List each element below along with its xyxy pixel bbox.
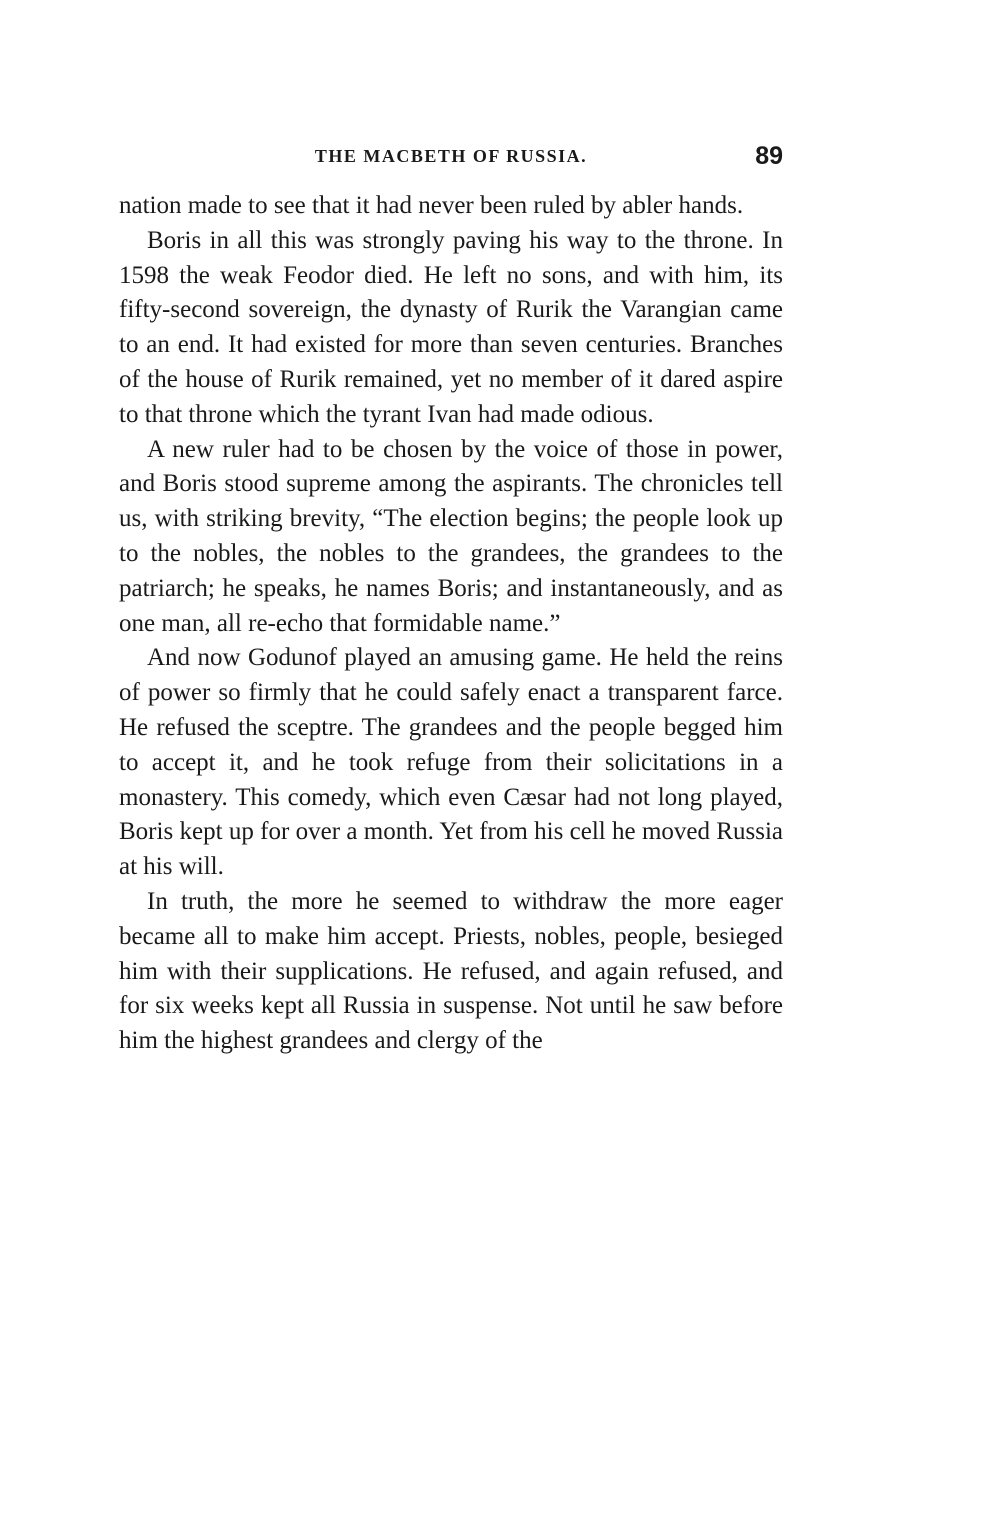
paragraph-continuation: nation made to see that it had never been ruled by abler hands.: [119, 192, 744, 219]
page-number: 89: [755, 142, 783, 170]
paragraph-boris-paving-way: Boris in all this was strongly paving his way to the throne. In 1598 the weak Feodor died. He left no sons, and with him, its fifty-second sovereign, the dynasty of Rurik the Varangian came to an end. It had existed for more than seven centuries. Branches of the house of Rurik remained, yet no member of it dared aspire to that throne which the tyrant Ivan had made odious.: [119, 226, 783, 428]
paragraph-new-ruler-election: A new ruler had to be chosen by the voice of those in power, and Boris stood supreme among the aspirants. The chronicles tell us, with striking brevity, “The election begins; the people look up to the nobles, the nobles to the grandees, the grandees to the patriarch; he speaks, he names Boris; and instantaneously, and as one man, all re-echo that formidable name.”: [119, 435, 783, 637]
running-title: THE MACBETH OF RUSSIA.: [314, 146, 588, 166]
paragraph-withdraw-suspense: In truth, the more he seemed to withdraw the more eager became all to make him accept. Priests, nobles, people, besieged him with their supplications. He refused, and again refused, and for six weeks kept all Russia in suspense. Not until he saw before him the highest grandees and clergy of the: [119, 887, 783, 1055]
text-body: [119, 189, 783, 1059]
running-head: [119, 142, 783, 176]
book-page: [119, 142, 783, 1059]
paragraph-godunof-game: And now Godunof played an amusing game. He held the reins of power so firmly that he could safely enact a transparent farce. He refused the sceptre. The grandees and the people begged him to accept it, and he took refuge from their solicitations in a monastery. This comedy, which even Cæsar had not long played, Boris kept up for over a month. Yet from his cell he moved Russia at his will.: [119, 644, 783, 881]
